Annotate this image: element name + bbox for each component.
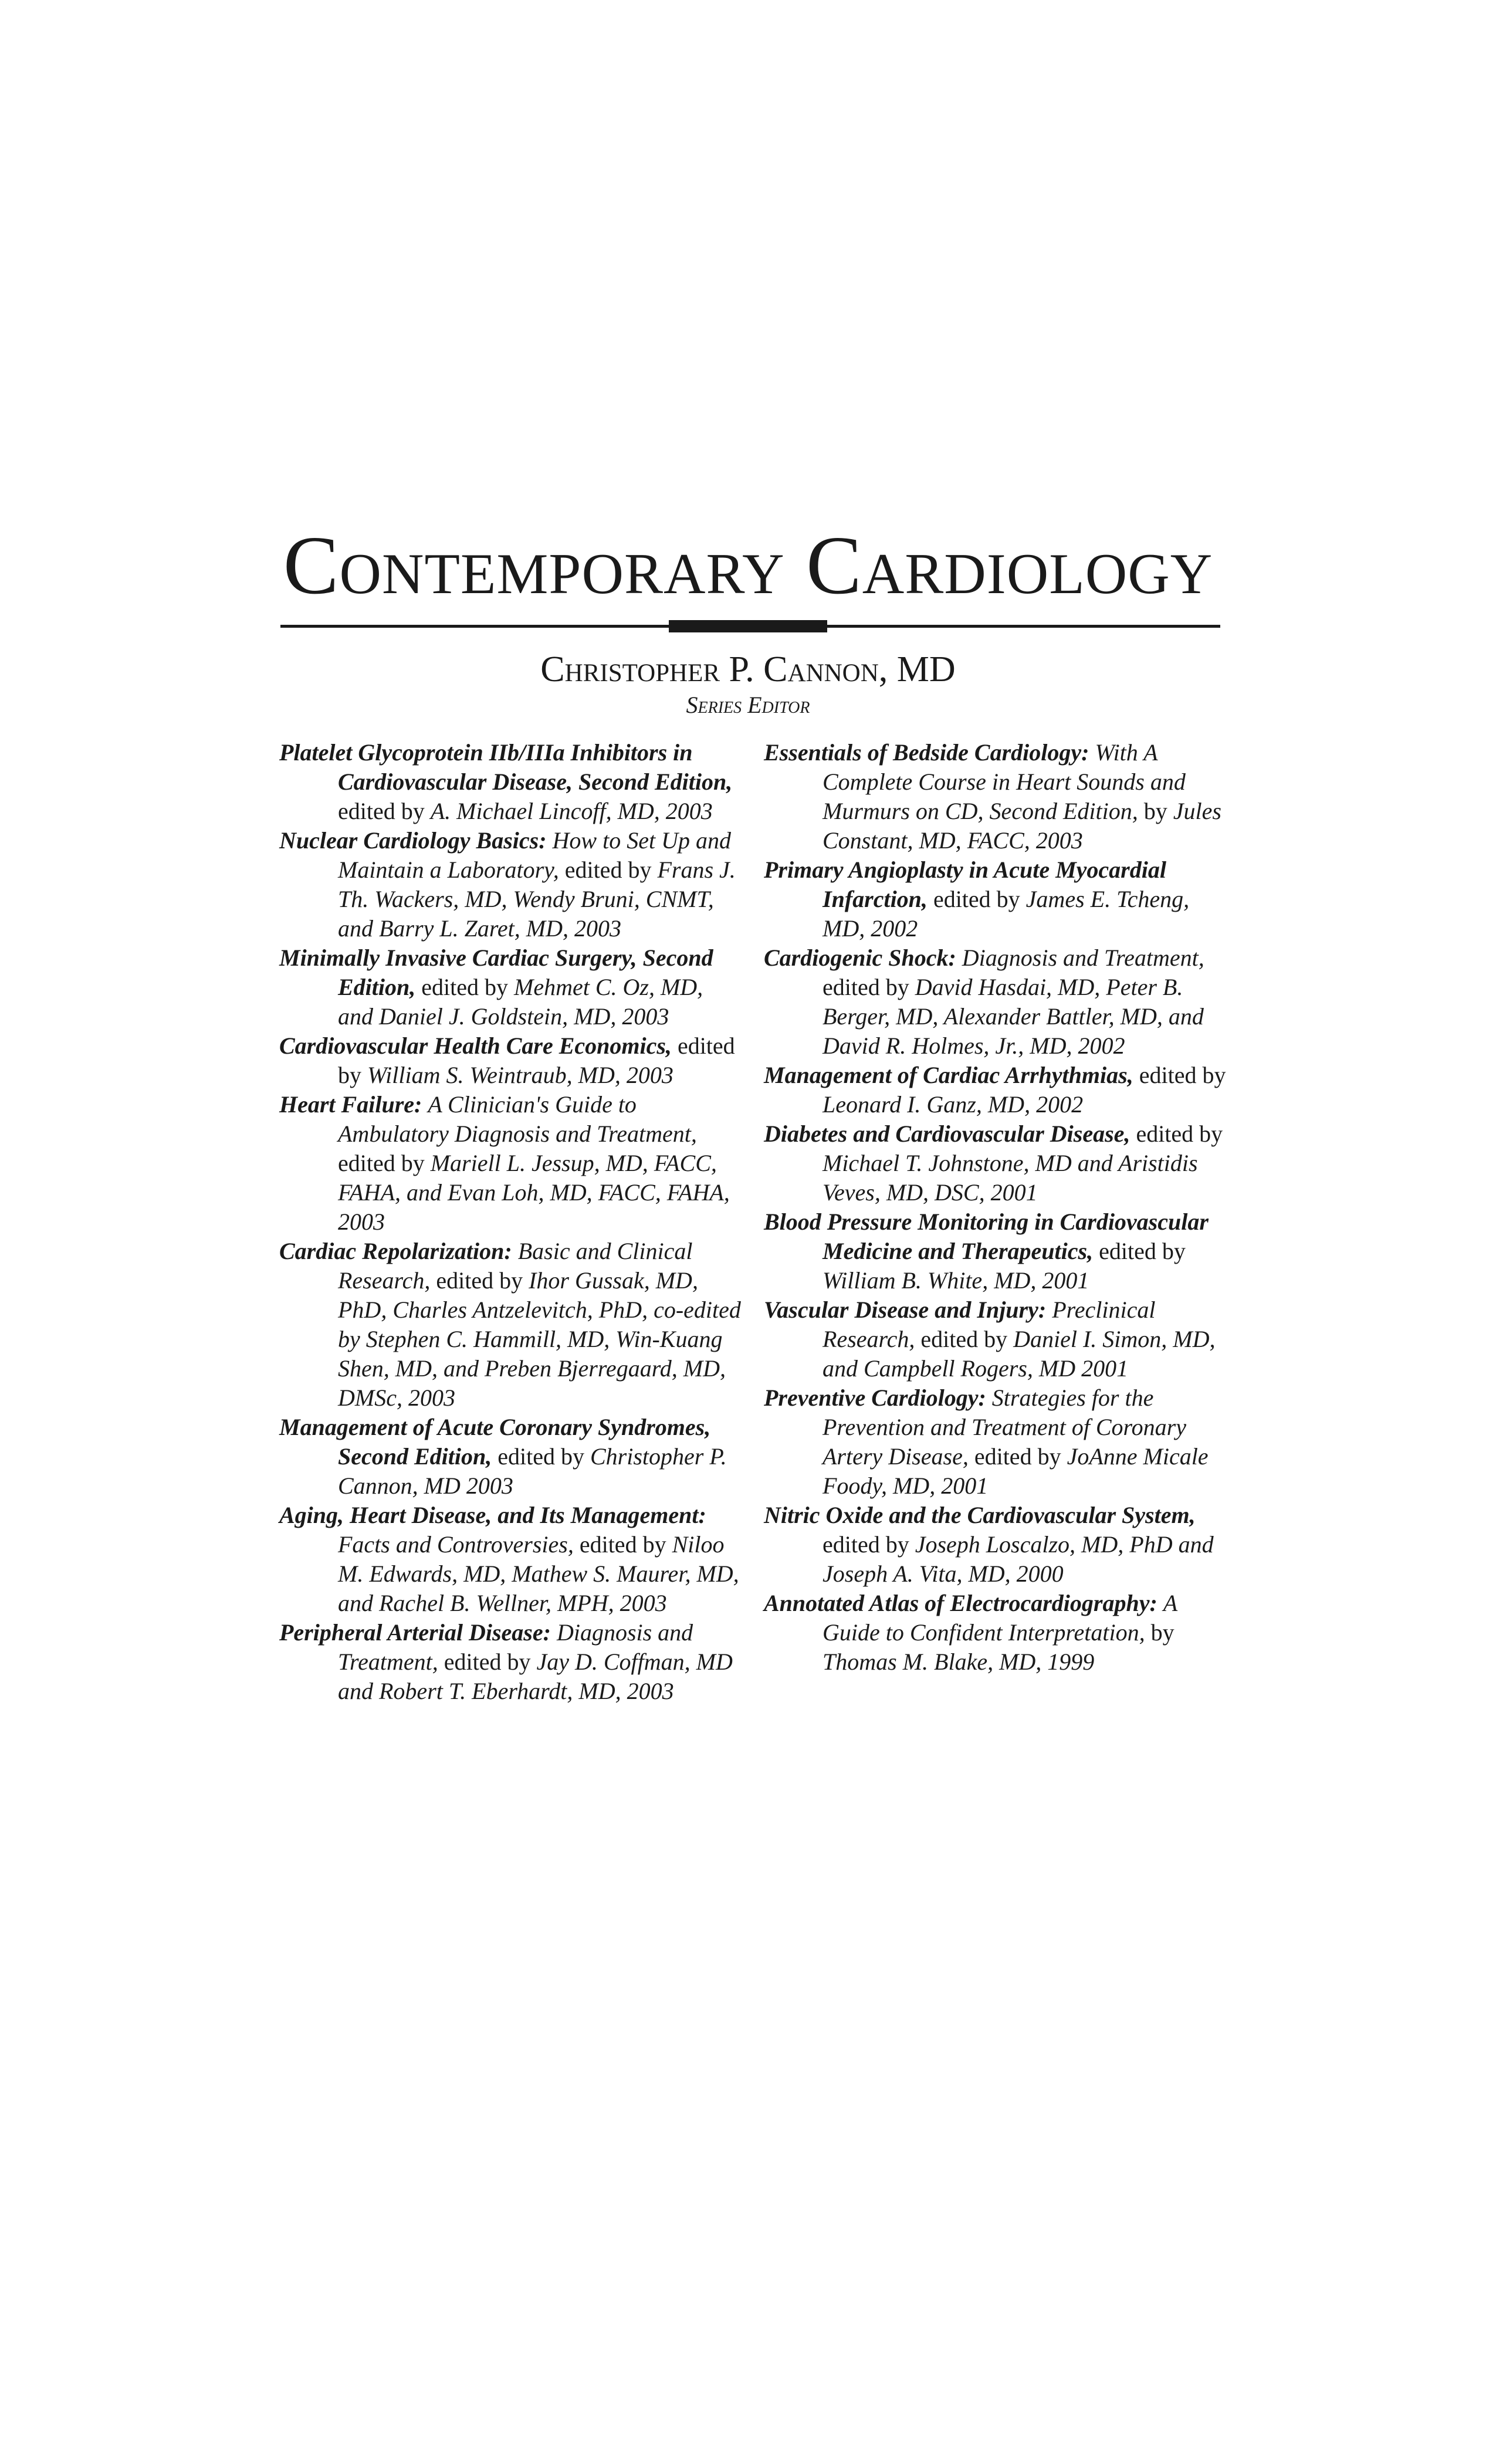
edited-by-label: edited by — [1099, 1238, 1186, 1264]
book-entry — [764, 1295, 1233, 1383]
book-title: Management of Cardiac Arrhythmias, — [764, 1062, 1133, 1088]
book-credits: A. Michael Lincoff, MD, 2003 — [430, 798, 713, 824]
book-title: Vascular Disease and Injury: — [764, 1297, 1047, 1323]
book-subtitle: A Guide to Confident Interpretation, — [823, 1590, 1177, 1646]
book-entry — [279, 1501, 743, 1618]
book-title: Diabetes and Cardiovascular Disease, — [764, 1121, 1131, 1147]
book-entry — [764, 1119, 1233, 1207]
book-title: Minimally Invasive Cardiac Surgery, Second Edition, — [279, 945, 713, 1000]
book-credits: Jules Constant, MD, FACC, 2003 — [823, 798, 1221, 854]
book-title: Heart Failure: — [279, 1091, 422, 1118]
edited-by-label: by — [1150, 1619, 1175, 1646]
edited-by-label: edited by — [436, 1267, 523, 1294]
book-subtitle: Preclinical Research, — [823, 1297, 1156, 1352]
book-title: Cardiovascular Health Care Economics, — [279, 1033, 672, 1059]
book-subtitle: Diagnosis and Treatment, — [338, 1619, 693, 1675]
book-credits: Niloo M. Edwards, MD, Mathew S. Maurer, MD, and Rachel B. Wellner, MPH, 2003 — [338, 1531, 739, 1616]
book-credits: Thomas M. Blake, MD, 1999 — [823, 1649, 1095, 1675]
edited-by-label: edited by — [338, 1150, 425, 1176]
book-entry — [279, 1618, 743, 1706]
edited-by-label: edited by — [338, 798, 425, 824]
book-credits: William B. White, MD, 2001 — [823, 1267, 1089, 1294]
edited-by-label: edited by — [823, 974, 909, 1000]
book-credits: William S. Weintraub, MD, 2003 — [367, 1062, 673, 1088]
book-credits: Christopher P. Cannon, MD 2003 — [338, 1443, 727, 1499]
book-title: Nuclear Cardiology Basics: — [279, 827, 547, 854]
book-credits: Daniel I. Simon, MD, and Campbell Rogers, MD 2001 — [823, 1326, 1216, 1382]
book-entry — [279, 738, 743, 826]
edited-by-label: edited by — [444, 1649, 531, 1675]
book-subtitle: A Clinician's Guide to Ambulatory Diagnosis and Treatment, — [338, 1091, 697, 1147]
book-title: Preventive Cardiology: — [764, 1385, 986, 1411]
edited-by-label: edited by — [920, 1326, 1008, 1352]
book-subtitle: How to Set Up and Maintain a Laboratory, — [338, 827, 731, 883]
book-title: Cardiogenic Shock: — [764, 945, 956, 971]
book-credits: Frans J. Th. Wackers, MD, Wendy Bruni, CNMT, and Barry L. Zaret, MD, 2003 — [338, 857, 736, 942]
edited-by-label: edited by — [579, 1531, 666, 1558]
book-title: Blood Pressure Monitoring in Cardiovascular Medicine and Therapeutics, — [764, 1209, 1209, 1264]
edited-by-label: by — [1143, 798, 1167, 824]
book-credits: JoAnne Micale Foody, MD, 2001 — [823, 1443, 1209, 1499]
edited-by-label: edited by — [421, 974, 508, 1000]
book-entry — [279, 1237, 743, 1413]
book-title: Primary Angioplasty in Acute Myocardial Infarction, — [764, 857, 1166, 912]
edited-by-label: edited by — [933, 886, 1020, 912]
book-subtitle: Basic and Clinical Research, — [338, 1238, 693, 1294]
book-entry — [279, 1090, 743, 1237]
book-title: Peripheral Arterial Disease: — [279, 1619, 551, 1646]
book-title: Aging, Heart Disease, and Its Management: — [279, 1502, 706, 1528]
edited-by-label: edited by — [1139, 1062, 1226, 1088]
edited-by-label: edited by — [564, 857, 652, 883]
book-credits: David Hasdai, MD, Peter B. Berger, MD, Alexander Battler, MD, and David R. Holmes, Jr., MD, 2002 — [823, 974, 1204, 1059]
book-credits: James E. Tcheng, MD, 2002 — [823, 886, 1190, 942]
edited-by-label: edited by — [1136, 1121, 1223, 1147]
book-title: Annotated Atlas of Electrocardiography: — [764, 1590, 1157, 1616]
title-rule-ornament — [669, 620, 827, 632]
book-entry — [764, 855, 1233, 943]
book-subtitle: Facts and Controversies, — [338, 1531, 574, 1558]
book-entry — [764, 1589, 1233, 1677]
book-entry — [764, 943, 1233, 1061]
edited-by-label: edited by — [497, 1443, 584, 1470]
book-credits: Jay D. Coffman, MD and Robert T. Eberhardt, MD, 2003 — [338, 1649, 733, 1704]
book-entry — [279, 826, 743, 943]
book-entry — [764, 1501, 1233, 1589]
book-entry — [764, 1383, 1233, 1501]
edited-by-label: edited by — [823, 1531, 909, 1558]
book-title: Cardiac Repolarization: — [279, 1238, 512, 1264]
book-title: Nitric Oxide and the Cardiovascular System, — [764, 1502, 1196, 1528]
book-credits: Mariell L. Jessup, MD, FACC, FAHA, and Evan Loh, MD, FACC, FAHA, 2003 — [338, 1150, 730, 1235]
book-subtitle: Diagnosis and Treatment, — [962, 945, 1204, 971]
right-book-list — [764, 738, 1233, 1677]
series-editor-role: Series Editor — [686, 692, 810, 718]
book-subtitle: With A Complete Course in Heart Sounds and Murmurs on CD, Second Edition, — [823, 739, 1186, 824]
book-credits: Leonard I. Ganz, MD, 2002 — [823, 1091, 1084, 1118]
book-title: Platelet Glycoprotein IIb/IIIa Inhibitors in Cardiovascular Disease, Second Edition, — [279, 739, 733, 795]
book-credits: Ihor Gussak, MD, PhD, Charles Antzelevitch, PhD, co-edited by Stephen C. Hammill, MD, Win-Kuang Shen, MD, and Preben Bjerregaard, MD, DMSc, 2003 — [338, 1267, 741, 1411]
edited-by-label: edited by — [338, 1033, 735, 1088]
book-entry — [764, 738, 1233, 855]
left-book-list — [279, 738, 743, 1706]
series-editor-name: Christopher P. Cannon, MD — [540, 649, 956, 689]
book-title: Essentials of Bedside Cardiology: — [764, 739, 1089, 766]
book-subtitle: Strategies for the Prevention and Treatment of Coronary Artery Disease, — [823, 1385, 1186, 1470]
book-title: Management of Acute Coronary Syndromes, Second Edition, — [279, 1414, 711, 1470]
edited-by-label: edited by — [974, 1443, 1061, 1470]
book-entry — [279, 1031, 743, 1090]
book-entry — [279, 943, 743, 1031]
book-credits: Michael T. Johnstone, MD and Aristidis Veves, MD, DSC, 2001 — [823, 1150, 1198, 1206]
book-credits: Mehmet C. Oz, MD, and Daniel J. Goldstein, MD, 2003 — [338, 974, 703, 1030]
book-credits: Joseph Loscalzo, MD, PhD and Joseph A. Vita, MD, 2000 — [823, 1531, 1214, 1587]
book-entry — [764, 1207, 1233, 1295]
book-entry — [764, 1061, 1233, 1119]
series-title: Contemporary Cardiology — [283, 519, 1213, 611]
book-entry — [279, 1413, 743, 1501]
